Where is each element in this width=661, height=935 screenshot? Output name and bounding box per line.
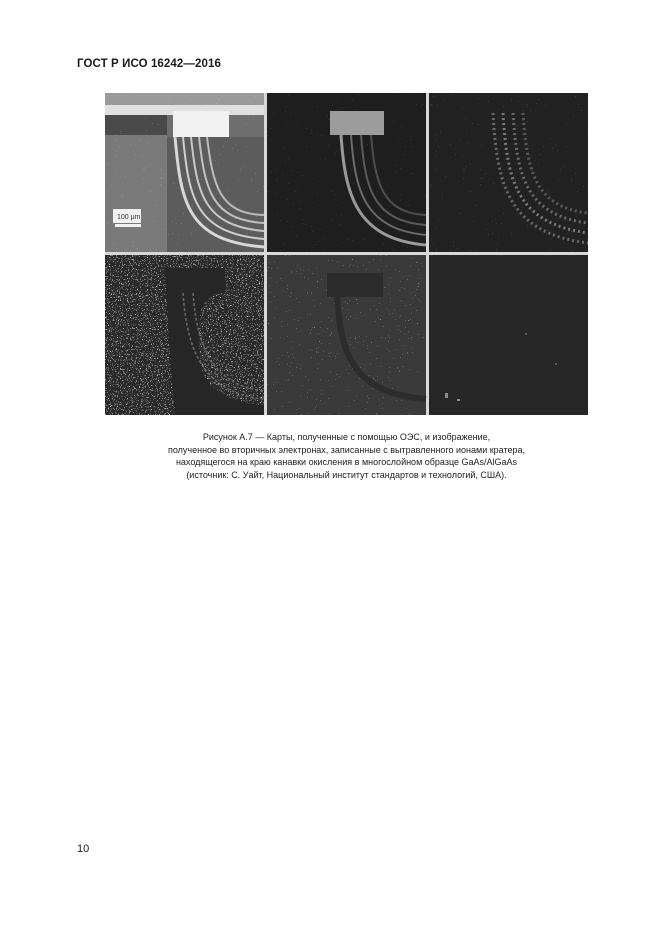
panel-sem-image	[105, 93, 264, 252]
scale-bar-label: 100 μm	[117, 214, 141, 221]
caption-line: (источник: С. Уайт, Национальный институт стандартов и технологий, США).	[186, 469, 507, 480]
panel-auger-map-6	[429, 255, 588, 415]
figure-a7	[105, 93, 588, 415]
panel-auger-map-2	[267, 93, 426, 252]
panel-auger-map-3	[429, 93, 588, 252]
caption-line: находящегося на краю канавки окисления в многослойном образце GaAs/AlGaAs	[175, 457, 518, 468]
panel-auger-map-4	[105, 255, 264, 415]
caption-line: полученное во вторичных электронах, записанные с вытравленного ионами кратера,	[167, 444, 526, 455]
document-header: ГОСТ Р ИСО 16242—2016	[77, 58, 222, 70]
caption-line: Рисунок А.7 — Карты, полученные с помощью ОЭС, и изображение,	[202, 432, 491, 442]
figure-caption	[105, 431, 588, 481]
page-number: 10	[77, 843, 90, 855]
panel-auger-map-5	[267, 255, 426, 415]
